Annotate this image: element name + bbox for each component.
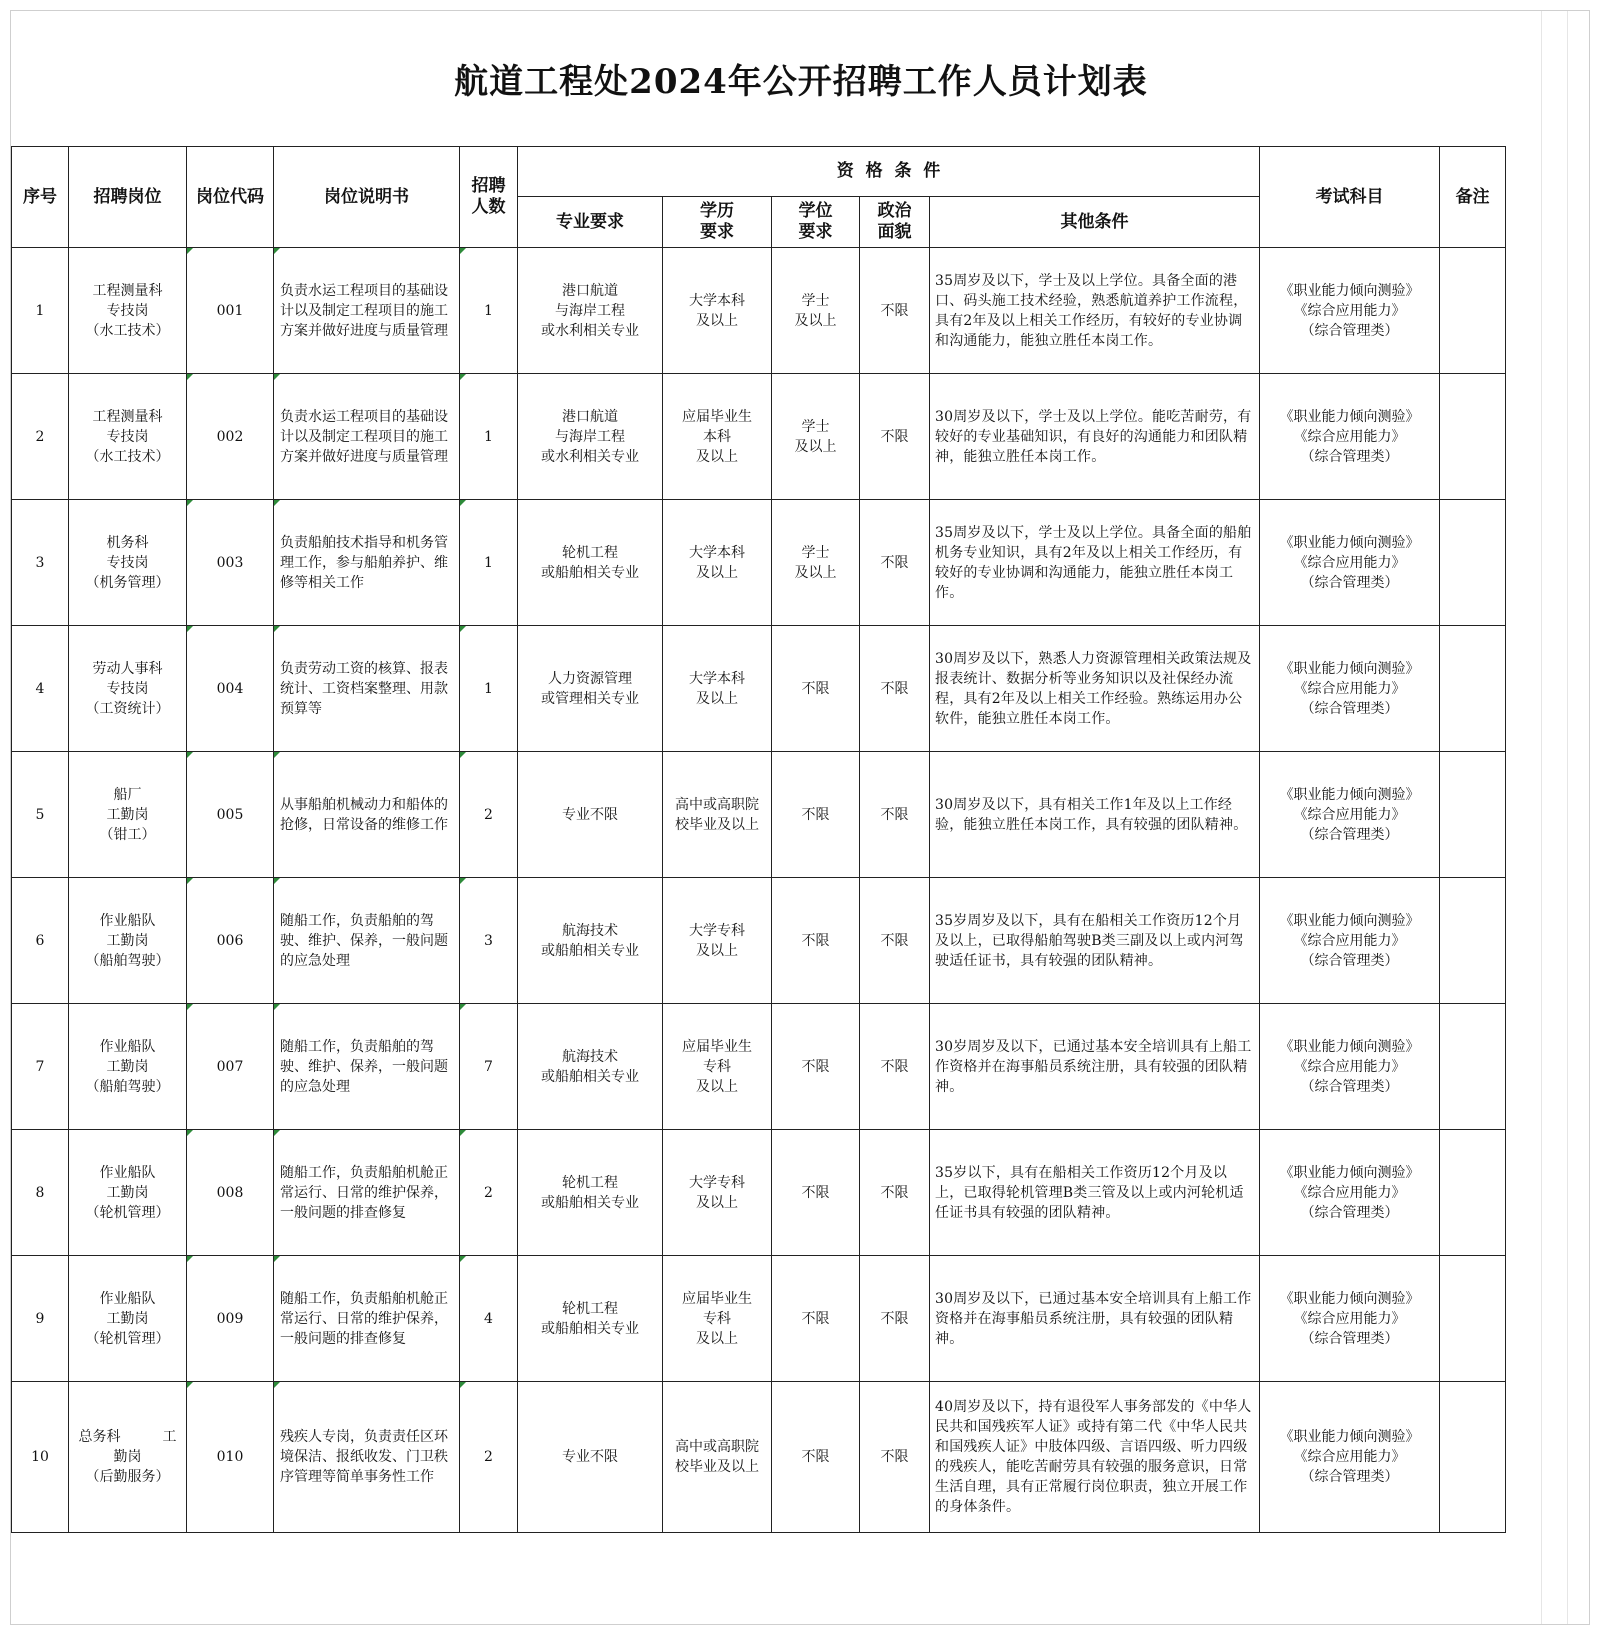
- degree-cell: 不限: [772, 1004, 860, 1130]
- code-cell: 007: [187, 1004, 274, 1130]
- count-cell: 1: [460, 500, 518, 626]
- post-cell: 工程测量科 专技岗 （水工技术）: [69, 248, 187, 374]
- major-cell: 专业不限: [518, 1382, 663, 1533]
- count-cell: 1: [460, 248, 518, 374]
- post-cell: 总务科 工 勤岗 （后勤服务）: [69, 1382, 187, 1533]
- table-row: [12, 1004, 1506, 1130]
- other-conditions-cell: 35岁以下，具有在船相关工作资历12个月及以上，已取得轮机管理B类三管及以上或内河轮机适任证书具有较强的团队精神。: [930, 1130, 1260, 1256]
- education-cell: 大学专科 及以上: [663, 1130, 772, 1256]
- degree-cell: 不限: [772, 626, 860, 752]
- count-cell: 2: [460, 1382, 518, 1533]
- post-cell: 劳动人事科 专技岗 （工资统计）: [69, 626, 187, 752]
- degree-cell: 不限: [772, 752, 860, 878]
- politics-cell: 不限: [860, 878, 930, 1004]
- politics-cell: 不限: [860, 752, 930, 878]
- code-cell: 001: [187, 248, 274, 374]
- header-degree: 学位 要求: [772, 197, 860, 248]
- seq-cell: 1: [12, 248, 69, 374]
- description-cell: 负责水运工程项目的基础设计以及制定工程项目的施工方案并做好进度与质量管理: [274, 374, 460, 500]
- seq-cell: 9: [12, 1256, 69, 1382]
- seq-cell: 4: [12, 626, 69, 752]
- major-cell: 航海技术 或船舶相关专业: [518, 1004, 663, 1130]
- code-cell: 008: [187, 1130, 274, 1256]
- count-cell: 2: [460, 752, 518, 878]
- code-cell: 003: [187, 500, 274, 626]
- other-conditions-cell: 30周岁及以下，具有相关工作1年及以上工作经验，能独立胜任本岗工作，具有较强的团队精神。: [930, 752, 1260, 878]
- table-row: [12, 878, 1506, 1004]
- other-conditions-cell: 35岁周岁及以下，具有在船相关工作资历12个月及以上，已取得船舶驾驶B类三副及以上或内河驾驶适任证书，具有较强的团队精神。: [930, 878, 1260, 1004]
- description-cell: 负责船舶技术指导和机务管理工作，参与船舶养护、维修等相关工作: [274, 500, 460, 626]
- degree-cell: 不限: [772, 878, 860, 1004]
- table-row: [12, 1130, 1506, 1256]
- description-cell: 负责水运工程项目的基础设计以及制定工程项目的施工方案并做好进度与质量管理: [274, 248, 460, 374]
- major-cell: 航海技术 或船舶相关专业: [518, 878, 663, 1004]
- description-cell: 随船工作，负责船舶机舱正常运行、日常的维护保养，一般问题的排查修复: [274, 1130, 460, 1256]
- note-cell: [1440, 1130, 1506, 1256]
- recruitment-table: [11, 146, 1506, 1533]
- education-cell: 大学本科 及以上: [663, 248, 772, 374]
- post-cell: 作业船队 工勤岗 （船舶驾驶）: [69, 1004, 187, 1130]
- education-cell: 高中或高职院 校毕业及以上: [663, 752, 772, 878]
- header-other: 其他条件: [930, 197, 1260, 248]
- header-post: 招聘岗位: [69, 147, 187, 248]
- count-cell: 7: [460, 1004, 518, 1130]
- education-cell: 大学本科 及以上: [663, 626, 772, 752]
- page-title: 航道工程处2024年公开招聘工作人员计划表: [454, 62, 1148, 102]
- exam-subjects-cell: 《职业能力倾向测验》 《综合应用能力》 （综合管理类）: [1260, 500, 1440, 626]
- seq-cell: 10: [12, 1382, 69, 1533]
- header-edu: 学历 要求: [663, 197, 772, 248]
- header-desc: 岗位说明书: [274, 147, 460, 248]
- note-cell: [1440, 1256, 1506, 1382]
- degree-cell: 不限: [772, 1256, 860, 1382]
- other-conditions-cell: 40周岁及以下，持有退役军人事务部发的《中华人民共和国残疾军人证》或持有第二代《中华人民共和国残疾人证》中肢体四级、言语四级、听力四级的残疾人，能吃苦耐劳具有较强的服务意识，日常生活自理，具有正常履行岗位职责，独立开展工作的身体条件。: [930, 1382, 1260, 1533]
- post-cell: 作业船队 工勤岗 （轮机管理）: [69, 1256, 187, 1382]
- description-cell: 负责劳动工资的核算、报表统计、工资档案整理、用款预算等: [274, 626, 460, 752]
- header-count: 招聘 人数: [460, 147, 518, 248]
- table-row: [12, 1382, 1506, 1533]
- major-cell: 港口航道 与海岸工程 或水利相关专业: [518, 374, 663, 500]
- table-row: [12, 1256, 1506, 1382]
- degree-cell: 学士 及以上: [772, 500, 860, 626]
- header-major: 专业要求: [518, 197, 663, 248]
- politics-cell: 不限: [860, 500, 930, 626]
- note-cell: [1440, 1382, 1506, 1533]
- header-code: 岗位代码: [187, 147, 274, 248]
- post-cell: 作业船队 工勤岗 （船舶驾驶）: [69, 878, 187, 1004]
- seq-cell: 5: [12, 752, 69, 878]
- gridline: [1567, 11, 1568, 1624]
- spreadsheet-page: [10, 10, 1590, 1625]
- seq-cell: 6: [12, 878, 69, 1004]
- other-conditions-cell: 30周岁及以下，熟悉人力资源管理相关政策法规及报表统计、数据分析等业务知识以及社保经办流程，具有2年及以上相关工作经验。熟练运用办公软件，能独立胜任本岗工作。: [930, 626, 1260, 752]
- note-cell: [1440, 626, 1506, 752]
- politics-cell: 不限: [860, 1130, 930, 1256]
- code-cell: 002: [187, 374, 274, 500]
- degree-cell: 不限: [772, 1382, 860, 1533]
- other-conditions-cell: 35周岁及以下，学士及以上学位。具备全面的港口、码头施工技术经验，熟悉航道养护工作流程，具有2年及以上相关工作经历，有较好的专业协调和沟通能力，能独立胜任本岗工作。: [930, 248, 1260, 374]
- politics-cell: 不限: [860, 248, 930, 374]
- note-cell: [1440, 752, 1506, 878]
- other-conditions-cell: 30周岁及以下，已通过基本安全培训具有上船工作资格并在海事船员系统注册，具有较强的团队精神。: [930, 1256, 1260, 1382]
- major-cell: 人力资源管理 或管理相关专业: [518, 626, 663, 752]
- politics-cell: 不限: [860, 1004, 930, 1130]
- education-cell: 大学专科 及以上: [663, 878, 772, 1004]
- gridline: [1541, 11, 1542, 1624]
- code-cell: 004: [187, 626, 274, 752]
- exam-subjects-cell: 《职业能力倾向测验》 《综合应用能力》 （综合管理类）: [1260, 752, 1440, 878]
- politics-cell: 不限: [860, 626, 930, 752]
- count-cell: 1: [460, 374, 518, 500]
- exam-subjects-cell: 《职业能力倾向测验》 《综合应用能力》 （综合管理类）: [1260, 626, 1440, 752]
- other-conditions-cell: 30周岁及以下，学士及以上学位。能吃苦耐劳，有较好的专业基础知识，有良好的沟通能力和团队精神，能独立胜任本岗工作。: [930, 374, 1260, 500]
- header-seq: 序号: [12, 147, 69, 248]
- description-cell: 随船工作，负责船舶的驾驶、维护、保养，一般问题的应急处理: [274, 878, 460, 1004]
- seq-cell: 8: [12, 1130, 69, 1256]
- code-cell: 010: [187, 1382, 274, 1533]
- politics-cell: 不限: [860, 1256, 930, 1382]
- education-cell: 应届毕业生 专科 及以上: [663, 1256, 772, 1382]
- header-note: 备注: [1440, 147, 1506, 248]
- description-cell: 随船工作，负责船舶的驾驶、维护、保养，一般问题的应急处理: [274, 1004, 460, 1130]
- table-row: [12, 626, 1506, 752]
- education-cell: 应届毕业生 本科 及以上: [663, 374, 772, 500]
- other-conditions-cell: 35周岁及以下，学士及以上学位。具备全面的船舶机务专业知识，具有2年及以上相关工作经历，有较好的专业协调和沟通能力，能独立胜任本岗工作。: [930, 500, 1260, 626]
- post-cell: 机务科 专技岗 （机务管理）: [69, 500, 187, 626]
- table-row: [12, 248, 1506, 374]
- code-cell: 005: [187, 752, 274, 878]
- description-cell: 从事船舶机械动力和船体的抢修，日常设备的维修工作: [274, 752, 460, 878]
- seq-cell: 2: [12, 374, 69, 500]
- count-cell: 1: [460, 626, 518, 752]
- degree-cell: 学士 及以上: [772, 374, 860, 500]
- seq-cell: 3: [12, 500, 69, 626]
- major-cell: 轮机工程 或船舶相关专业: [518, 1130, 663, 1256]
- seq-cell: 7: [12, 1004, 69, 1130]
- exam-subjects-cell: 《职业能力倾向测验》 《综合应用能力》 （综合管理类）: [1260, 1382, 1440, 1533]
- note-cell: [1440, 500, 1506, 626]
- education-cell: 应届毕业生 专科 及以上: [663, 1004, 772, 1130]
- note-cell: [1440, 248, 1506, 374]
- header-row-1: [12, 147, 1506, 197]
- exam-subjects-cell: 《职业能力倾向测验》 《综合应用能力》 （综合管理类）: [1260, 878, 1440, 1004]
- code-cell: 009: [187, 1256, 274, 1382]
- major-cell: 港口航道 与海岸工程 或水利相关专业: [518, 248, 663, 374]
- post-cell: 作业船队 工勤岗 （轮机管理）: [69, 1130, 187, 1256]
- exam-subjects-cell: 《职业能力倾向测验》 《综合应用能力》 （综合管理类）: [1260, 374, 1440, 500]
- description-cell: 随船工作，负责船舶机舱正常运行、日常的维护保养，一般问题的排查修复: [274, 1256, 460, 1382]
- description-cell: 残疾人专岗，负责责任区环境保洁、报纸收发、门卫秩序管理等简单事务性工作: [274, 1382, 460, 1533]
- exam-subjects-cell: 《职业能力倾向测验》 《综合应用能力》 （综合管理类）: [1260, 248, 1440, 374]
- exam-subjects-cell: 《职业能力倾向测验》 《综合应用能力》 （综合管理类）: [1260, 1256, 1440, 1382]
- header-politics: 政治 面貌: [860, 197, 930, 248]
- degree-cell: 学士 及以上: [772, 248, 860, 374]
- count-cell: 3: [460, 878, 518, 1004]
- exam-subjects-cell: 《职业能力倾向测验》 《综合应用能力》 （综合管理类）: [1260, 1130, 1440, 1256]
- header-exam: 考试科目: [1260, 147, 1440, 248]
- table-row: [12, 500, 1506, 626]
- table-row: [12, 752, 1506, 878]
- major-cell: 轮机工程 或船舶相关专业: [518, 1256, 663, 1382]
- education-cell: 大学本科 及以上: [663, 500, 772, 626]
- politics-cell: 不限: [860, 374, 930, 500]
- note-cell: [1440, 374, 1506, 500]
- header-qualifications: 资 格 条 件: [518, 147, 1260, 197]
- politics-cell: 不限: [860, 1382, 930, 1533]
- major-cell: 专业不限: [518, 752, 663, 878]
- count-cell: 4: [460, 1256, 518, 1382]
- education-cell: 高中或高职院 校毕业及以上: [663, 1382, 772, 1533]
- code-cell: 006: [187, 878, 274, 1004]
- exam-subjects-cell: 《职业能力倾向测验》 《综合应用能力》 （综合管理类）: [1260, 1004, 1440, 1130]
- major-cell: 轮机工程 或船舶相关专业: [518, 500, 663, 626]
- degree-cell: 不限: [772, 1130, 860, 1256]
- count-cell: 2: [460, 1130, 518, 1256]
- post-cell: 船厂 工勤岗 （钳工）: [69, 752, 187, 878]
- table-row: [12, 374, 1506, 500]
- post-cell: 工程测量科 专技岗 （水工技术）: [69, 374, 187, 500]
- other-conditions-cell: 30岁周岁及以下，已通过基本安全培训具有上船工作资格并在海事船员系统注册，具有较强的团队精神。: [930, 1004, 1260, 1130]
- note-cell: [1440, 878, 1506, 1004]
- note-cell: [1440, 1004, 1506, 1130]
